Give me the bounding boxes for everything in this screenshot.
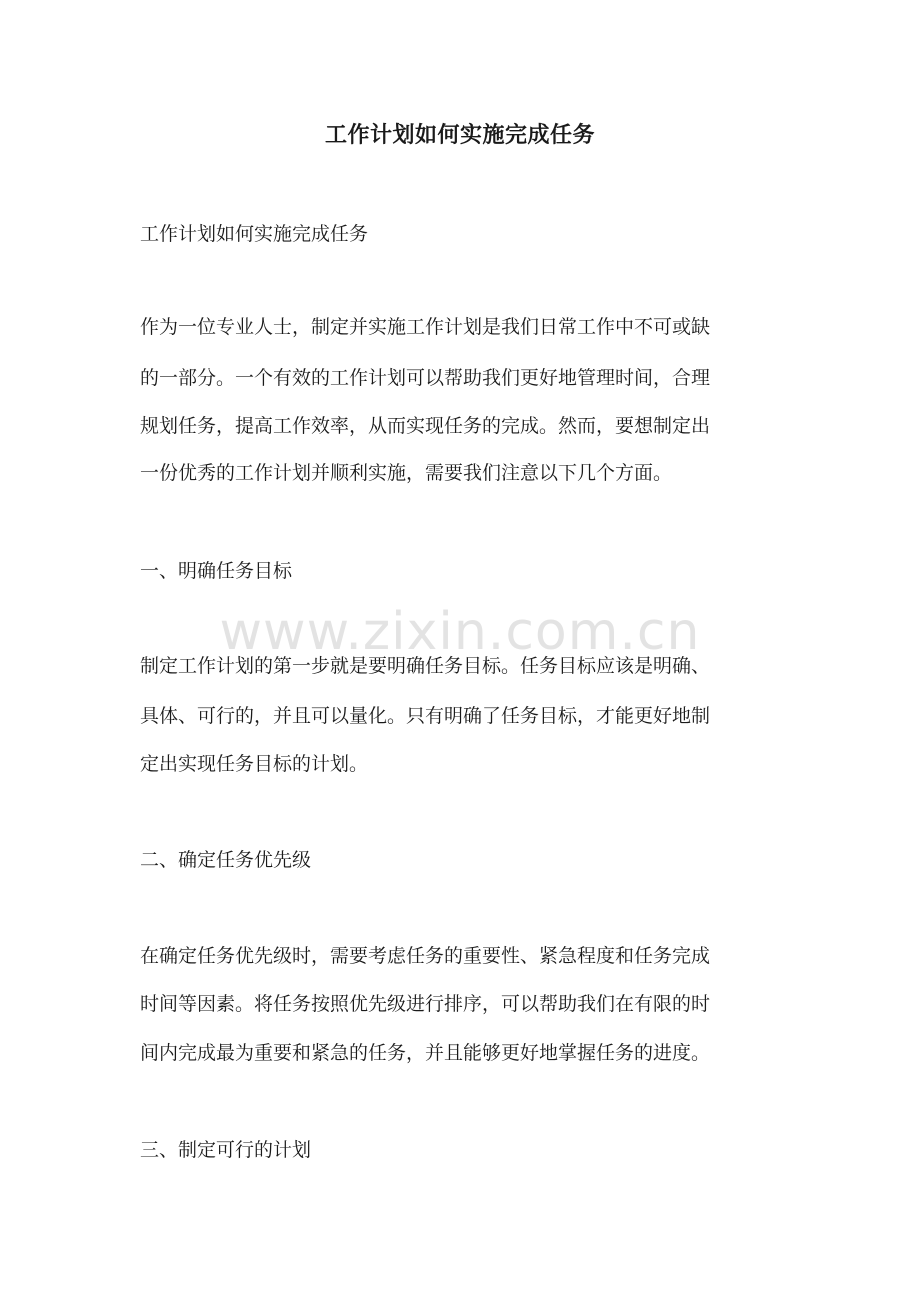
section-1-line: 定出实现任务目标的计划。 [140, 753, 369, 775]
section-1-line: 具体、可行的，并且可以量化。只有明确了任务目标，才能更好地制 [140, 705, 711, 727]
page-title: 工作计划如何实施完成任务 [324, 122, 595, 148]
intro-line: 作为一位专业人士，制定并实施工作计划是我们日常工作中不可或缺 [140, 316, 711, 338]
section-heading-3: 三、制定可行的计划 [140, 1139, 312, 1161]
subtitle: 工作计划如何实施完成任务 [140, 223, 369, 245]
section-heading-2: 二、确定任务优先级 [140, 849, 312, 871]
section-2-line: 间内完成最为重要和紧急的任务，并且能够更好地掌握任务的进度。 [140, 1042, 711, 1064]
watermark: www.zixin.com.cn [219, 602, 701, 662]
section-1-line: 制定工作计划的第一步就是要明确任务目标。任务目标应该是明确、 [140, 655, 711, 677]
intro-line: 的一部分。一个有效的工作计划可以帮助我们更好地管理时间，合理 [140, 367, 711, 389]
section-heading-1: 一、明确任务目标 [140, 560, 293, 582]
intro-line: 规划任务，提高工作效率，从而实现任务的完成。然而，要想制定出 [140, 415, 711, 437]
section-2-line: 时间等因素。将任务按照优先级进行排序，可以帮助我们在有限的时 [140, 993, 711, 1015]
intro-line: 一份优秀的工作计划并顺利实施，需要我们注意以下几个方面。 [140, 462, 673, 484]
section-2-line: 在确定任务优先级时，需要考虑任务的重要性、紧急程度和任务完成 [140, 945, 711, 967]
